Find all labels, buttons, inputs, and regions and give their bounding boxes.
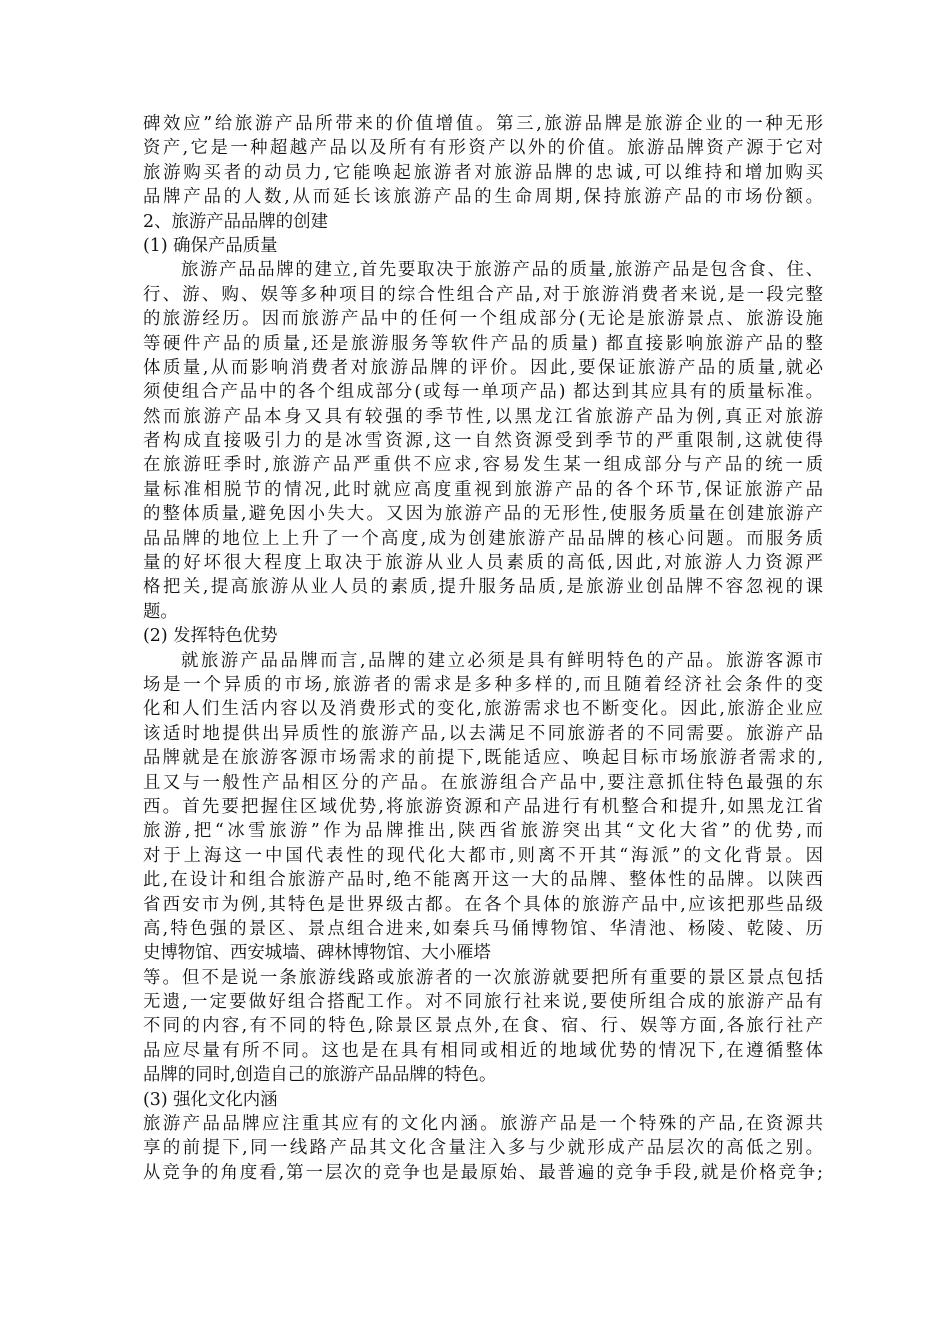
text-line: 无遗,一定要做好组合搭配工作。对不同旅行社来说,要使所组合成的旅游产品有 (143, 992, 823, 1013)
text-line: 高,特色强的景区、景点组合进来,如秦兵马俑博物馆、华清池、杨陵、乾陵、历 (143, 918, 823, 939)
text-line: 场是一个异质的市场,旅游者的需求是多种多样的,而且随着经济社会条件的变 (143, 674, 823, 695)
text-line: 旅游购买者的动员力,它能唤起旅游者对旅游品牌的忠诚,可以维持和增加购买 (143, 162, 823, 183)
text-line: 享的前提下,同一线路产品其文化含量注入多与少就形成产品层次的高低之别。 (143, 1138, 823, 1159)
text-line: 此,在设计和组合旅游产品时,绝不能离开这一大的品牌、整体性的品牌。以陕西 (143, 870, 823, 891)
text-line: 史博物馆、西安城墙、碑林博物馆、大小雁塔 (143, 943, 491, 964)
text-line: 该适时地提供出异质性的旅游产品,以去满足不同旅游者的不同需要。旅游产品 (143, 723, 823, 744)
text-line: 的整体质量,避免因小失大。又因为旅游产品的无形性,使服务质量在创建旅游产 (143, 504, 823, 525)
text-line: 品品牌的地位上上升了一个高度,成为创建旅游产品品牌的核心问题。而服务质 (143, 528, 823, 549)
text-line: 在旅游旺季时,旅游产品严重供不应求,容易发生某一组成部分与产品的统一质 (143, 455, 823, 476)
text-line: 不同的内容,有不同的特色,除景区景点外,在食、宿、行、娱等方面,各旅行社产 (143, 1016, 823, 1037)
text-line: 的旅游经历。因而旅游产品中的任何一个组成部分(无论是旅游景点、旅游设施 (143, 309, 823, 330)
body-text (143, 112, 823, 1185)
text-line: 格把关,提高旅游从业人员的素质,提升服务品质,是旅游业创品牌不容忽视的课 (143, 577, 823, 598)
text-line: 体质量,从而影响消费者对旅游品牌的评价。因此,要保证旅游产品的质量,就必 (143, 357, 823, 378)
text-line: 就旅游产品品牌而言,品牌的建立必须是具有鲜明特色的产品。旅游客源市 (181, 650, 823, 671)
text-line: 碑效应”给旅游产品所带来的价值增值。第三,旅游品牌是旅游企业的一种无形 (143, 114, 823, 134)
text-line: 旅游产品品牌的建立,首先要取决于旅游产品的质量,旅游产品是包含食、住、 (181, 260, 823, 281)
text-line: 然而旅游产品本身又具有较强的季节性,以黑龙江省旅游产品为例,真正对旅游 (143, 406, 823, 427)
text-line: 品牌产品的人数,从而延长该旅游产品的生命周期,保持旅游产品的市场份额。 (143, 187, 823, 208)
text-line: 等硬件产品的质量,还是旅游服务等软件产品的质量) 都直接影响旅游产品的整 (143, 333, 823, 354)
text-line: 品应尽量有所不同。这也是在具有相同或相近的地域优势的情况下,在遵循整体 (143, 1040, 823, 1061)
text-line: 等。但不是说一条旅游线路或旅游者的一次旅游就要把所有重要的景区景点包括 (143, 967, 823, 988)
text-line: 须使组合产品中的各个组成部分(或每一单项产品) 都达到其应具有的质量标准。 (143, 382, 823, 403)
text-line: 品牌就是在旅游客源市场需求的前提下,既能适应、唤起目标市场旅游者需求的, (143, 748, 823, 769)
text-line: 者构成直接吸引力的是冰雪资源,这一自然资源受到季节的严重限制,这就使得 (143, 431, 823, 452)
text-line: (2) 发挥特色优势 (143, 626, 278, 647)
text-line: 西。首先要把握住区域优势,将旅游资源和产品进行有机整合和提升,如黑龙江省 (143, 796, 823, 817)
text-line: 品牌的同时,创造自己的旅游产品品牌的特色。 (143, 1065, 497, 1086)
text-line: 题。 (143, 601, 178, 622)
text-line: 资产,它是一种超越产品以及所有有形资产以外的价值。旅游品牌资产源于它对 (143, 138, 823, 159)
text-line: (3) 强化文化内涵 (143, 1089, 278, 1110)
text-line: 省西安市为例,其特色是世界级古都。在各个具体的旅游产品中,应该把那些品级 (143, 894, 823, 915)
text-line: 2、旅游产品品牌的创建 (143, 211, 328, 232)
text-line: 量的好坏很大程度上取决于旅游从业人员素质的高低,因此,对旅游人力资源严 (143, 553, 823, 574)
text-line: 从竞争的角度看,第一层次的竞争也是最原始、最普遍的竞争手段,就是价格竞争; (143, 1162, 823, 1183)
text-line: 旅游产品品牌应注重其应有的文化内涵。旅游产品是一个特殊的产品,在资源共 (143, 1114, 823, 1135)
text-line: (1) 确保产品质量 (143, 235, 278, 256)
text-line: 对于上海这一中国代表性的现代化大都市,则离不开其“海派”的文化背景。因 (143, 845, 823, 866)
text-line: 且又与一般性产品相区分的产品。在旅游组合产品中,要注意抓住特色最强的东 (143, 772, 823, 793)
text-line: 量标准相脱节的情况,此时就应高度重视到旅游产品的各个环节,保证旅游产品 (143, 479, 823, 500)
text-line: 行、游、购、娱等多种项目的综合性组合产品,对于旅游消费者来说,是一段完整 (143, 284, 823, 305)
text-line: 化和人们生活内容以及消费形式的变化,旅游需求也不断变化。因此,旅游企业应 (143, 699, 823, 720)
text-line: 旅游,把“冰雪旅游”作为品牌推出,陕西省旅游突出其“文化大省”的优势,而 (143, 821, 823, 842)
